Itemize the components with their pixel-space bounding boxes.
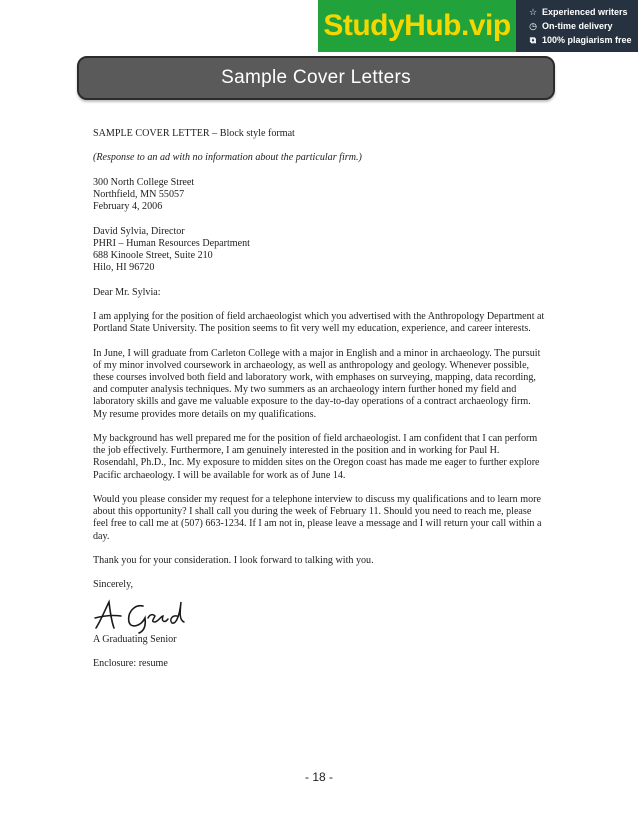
promo-item-writers [528, 7, 638, 18]
body-paragraph: My background has well prepared me for the position of field archaeologist. I am confident that I can perform the job effectively. Furthermore, I am genuinely interested in the position and in working for Paul H. Rosendahl, Ph.D., Inc. My exposure to midden sites on the Oregon coast has made me eager to further explore Pacific archaeology. I will be available for work as of June 14. [93, 432, 540, 481]
enclosure: Enclosure: resume [93, 658, 168, 670]
body-paragraph: I am applying for the position of field archaeologist which you advertised with the Anthropology Department at Portland State University. The position seems to fit very well my education, experience, and career interests. [93, 310, 545, 335]
recipient-name: David Sylvia, Director [93, 225, 185, 237]
promo-item-label: 100% plagiarism free [542, 35, 632, 45]
sender-street: 300 North College Street [93, 176, 195, 188]
sender-address [93, 177, 545, 214]
body-paragraph: Thank you for your consideration. I look forward to talking with you. [93, 554, 374, 566]
studyhub-logo[interactable]: StudyHub.vip [318, 0, 516, 52]
closing: Sincerely, [93, 579, 133, 591]
copy-icon: ⧉ [529, 34, 537, 45]
page-title-bar [77, 56, 555, 100]
recipient-city: Hilo, HI 96720 [93, 262, 155, 274]
letter-date: February 4, 2006 [93, 201, 163, 213]
promo-item-label: Experienced writers [542, 7, 628, 17]
sender-city: Northfield, MN 55057 [93, 188, 185, 200]
recipient-street: 688 Kinoole Street, Suite 210 [93, 249, 213, 261]
cover-letter [93, 128, 545, 683]
promo-features [516, 0, 638, 52]
recipient-address [93, 226, 545, 275]
star-icon: ☆ [528, 6, 538, 17]
clock-icon: ◷ [529, 20, 537, 31]
page-title: Sample Cover Letters [221, 67, 411, 88]
letter-heading: SAMPLE COVER LETTER – Block style format [93, 128, 295, 139]
body-paragraph: In June, I will graduate from Carleton College with a major in English and a minor in archaeology. The pursuit of my minor involved coursework in archaeology, as well as anthropology and geology. Whenever possible, these courses involved both field and laboratory work, with emphases on surveying, mapping, data recording, and computer analysis techniques. My two summers as an archaeology intern further honed my field and laboratory skills and gave me valuable exposure to the day-to-day operations of a contract archaeology firm. My resume provides more details on my qualifications. [93, 347, 541, 420]
promo-item-delivery [528, 21, 638, 32]
signature-name: A Graduating Senior [93, 633, 177, 645]
promo-item-plagiarism [528, 35, 638, 46]
promo-item-label: On-time delivery [542, 21, 613, 31]
recipient-dept: PHRI – Human Resources Department [93, 237, 250, 249]
body-paragraph: Would you please consider my request for a telephone interview to discuss my qualifications and to learn more about this opportunity? I shall call you during the week of February 11. Should you need to reach me, please feel free to call me at (507) 663-1234. If I am not in, please leave a message and I will return your call within a day. [93, 493, 542, 542]
salutation: Dear Mr. Sylvia: [93, 286, 161, 298]
letter-note: (Response to an ad with no information about the particular firm.) [93, 152, 362, 164]
promo-banner[interactable] [318, 0, 638, 52]
handwritten-signature [93, 598, 545, 634]
page-number: - 18 - [304, 770, 333, 784]
